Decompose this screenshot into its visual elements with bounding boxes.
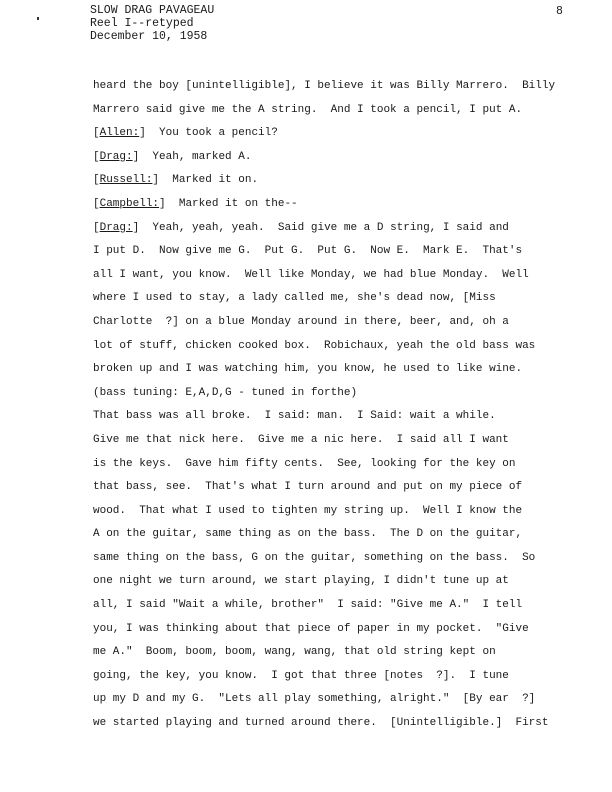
margin-mark bbox=[37, 17, 39, 20]
line-text: broken up and I was watching him, you know, he used to like wine. bbox=[93, 363, 523, 376]
speaker-bracket-close: ] bbox=[132, 221, 140, 234]
speaker-bracket-open: [ bbox=[93, 150, 100, 163]
header-title: SLOW DRAG PAVAGEAU bbox=[90, 4, 215, 17]
speaker-bracket-open: [ bbox=[93, 221, 100, 234]
speaker-bracket-open: [ bbox=[93, 197, 100, 210]
line-text: is the keys. Gave him fifty cents. See, looking for the key on bbox=[93, 457, 516, 470]
transcript-line bbox=[93, 500, 593, 524]
line-text: (bass tuning: E,A,D,G - tuned in forthe) bbox=[93, 386, 358, 399]
speaker-bracket-close: ] bbox=[139, 127, 146, 140]
line-text: all, I said "Wait a while, brother" I said: "Give me A." I tell bbox=[93, 599, 523, 612]
line-text: you, I was thinking about that piece of paper in my pocket. "Give bbox=[93, 622, 529, 635]
header-reel: Reel I--retyped bbox=[90, 17, 194, 30]
line-text: up my D and my G. "Lets all play something, alright." [By ear ?] bbox=[93, 693, 536, 706]
speaker-label: Allen: bbox=[99, 127, 140, 140]
line-text: That bass was all broke. I said: man. I Said: wait a while. bbox=[93, 410, 496, 423]
transcript-line bbox=[93, 688, 593, 712]
speaker-label: Drag: bbox=[99, 150, 133, 163]
transcript-line bbox=[93, 287, 593, 311]
line-text: same thing on the bass, G on the guitar, something on the bass. So bbox=[93, 551, 536, 564]
line-text: all I want, you know. Well like Monday, we had blue Monday. Well bbox=[93, 268, 529, 281]
transcript-line bbox=[93, 75, 593, 99]
speaker-label: Russell: bbox=[99, 174, 153, 187]
speaker-bracket-open: [ bbox=[93, 127, 100, 140]
speaker-bracket-close: ] bbox=[159, 197, 166, 210]
transcript-line bbox=[93, 264, 593, 288]
line-text: that bass, see. That's what I turn around and put on my piece of bbox=[93, 481, 523, 494]
transcript-line bbox=[93, 193, 593, 217]
line-text: Charlotte ?] on a blue Monday around in there, beer, and, oh a bbox=[93, 315, 509, 328]
line-text: Marked it on. bbox=[159, 174, 259, 187]
line-text: A on the guitar, same thing as on the bass. The D on the guitar, bbox=[93, 528, 523, 541]
line-text: wood. That what I used to tighten my string up. Well I know the bbox=[93, 504, 523, 517]
transcript-line bbox=[93, 453, 593, 477]
transcript-line bbox=[93, 641, 593, 665]
line-text: where I used to stay, a lady called me, she's dead now, [Miss bbox=[93, 292, 496, 305]
line-text: Marrero said give me the A string. And I took a pencil, I put A. bbox=[93, 103, 523, 116]
line-text: going, the key, you know. I got that three [notes ?]. I tune bbox=[93, 669, 509, 682]
transcript-line bbox=[93, 358, 593, 382]
transcript-line bbox=[93, 570, 593, 594]
line-text: Yeah, yeah, yeah. Said give me a D string, I said and bbox=[139, 221, 509, 234]
speaker-bracket-close: ] bbox=[152, 174, 160, 187]
transcript-line bbox=[93, 547, 593, 571]
speaker-label: Campbell: bbox=[99, 197, 160, 210]
transcript-line bbox=[93, 217, 593, 241]
transcript-line bbox=[93, 335, 593, 359]
transcript-line bbox=[93, 523, 593, 547]
transcript-body bbox=[93, 75, 593, 736]
line-text: me A." Boom, boom, boom, wang, wang, that old string kept on bbox=[93, 646, 496, 659]
transcript-line bbox=[93, 146, 593, 170]
transcript-line bbox=[93, 405, 593, 429]
speaker-bracket-close: ] bbox=[132, 150, 140, 163]
line-text: Yeah, marked A. bbox=[139, 150, 252, 163]
transcript-line bbox=[93, 311, 593, 335]
transcript-line bbox=[93, 665, 593, 689]
transcript-line bbox=[93, 240, 593, 264]
transcript-line bbox=[93, 382, 593, 406]
line-text: we started playing and turned around there. [Unintelligible.] First bbox=[93, 717, 549, 730]
transcript-line bbox=[93, 618, 593, 642]
transcript-line bbox=[93, 429, 593, 453]
line-text: Marked it on the-- bbox=[165, 197, 298, 210]
speaker-bracket-open: [ bbox=[93, 174, 100, 187]
line-text: Give me that nick here. Give me a nic here. I said all I want bbox=[93, 433, 509, 446]
line-text: You took a pencil? bbox=[145, 127, 278, 140]
line-text: I put D. Now give me G. Put G. Put G. Now E. Mark E. That's bbox=[93, 245, 523, 258]
transcript-line bbox=[93, 712, 593, 736]
line-text: lot of stuff, chicken cooked box. Robichaux, yeah the old bass was bbox=[93, 339, 536, 352]
transcript-line bbox=[93, 122, 593, 146]
speaker-label: Drag: bbox=[99, 221, 133, 234]
transcript-line bbox=[93, 476, 593, 500]
transcript-line bbox=[93, 169, 593, 193]
line-text: one night we turn around, we start playing, I didn't tune up at bbox=[93, 575, 509, 588]
line-text: heard the boy [unintelligible], I believe it was Billy Marrero. Billy bbox=[93, 80, 556, 92]
page-number: 8 bbox=[556, 5, 563, 18]
transcript-line bbox=[93, 594, 593, 618]
header-date: December 10, 1958 bbox=[90, 30, 208, 43]
transcript-line bbox=[93, 99, 593, 123]
document-header bbox=[90, 4, 214, 43]
